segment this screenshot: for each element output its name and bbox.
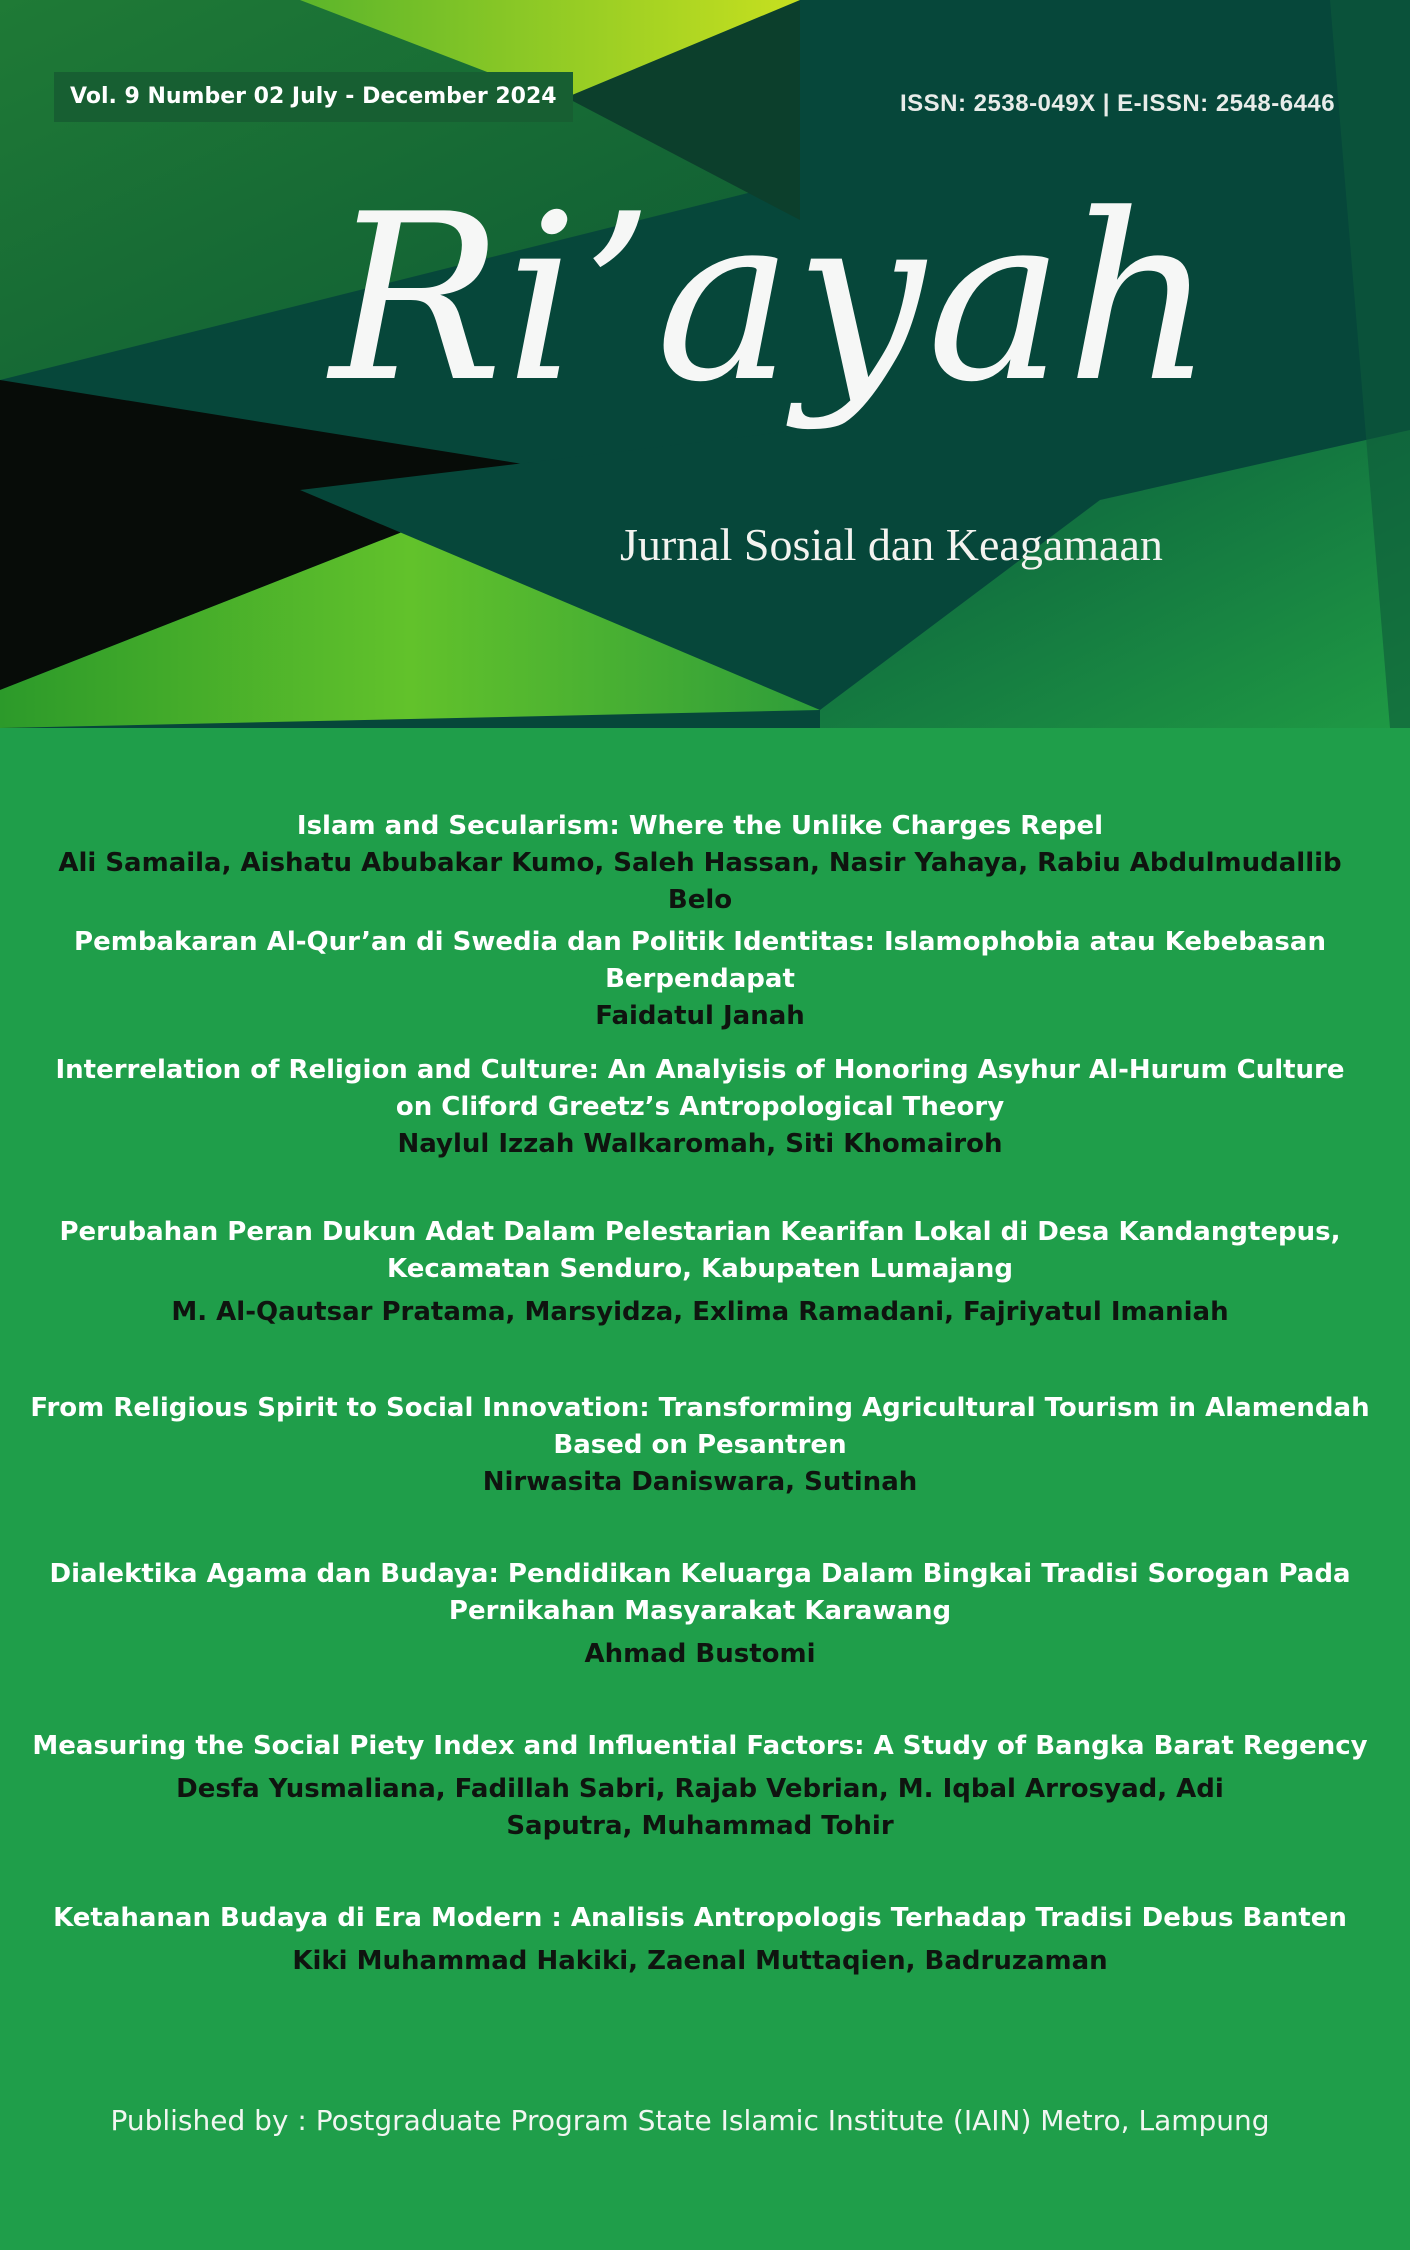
- issn-label: ISSN: 2538-049X | E-ISSN: 2548-6446: [900, 90, 1336, 117]
- article-authors-line-2: Saputra, Muhammad Tohir: [506, 1811, 894, 1841]
- journal-subtitle: Jurnal Sosial dan Keagamaan: [620, 519, 1163, 570]
- article-4[interactable]: [30, 1214, 1370, 1331]
- article-title-line-2: Pernikahan Masyarakat Karawang: [448, 1596, 952, 1626]
- article-authors: Faidatul Janah: [595, 1001, 805, 1031]
- article-authors: Desfa Yusmaliana, Fadillah Sabri, Rajab Vebrian, M. Iqbal Arrosyad, Adi: [176, 1774, 1224, 1804]
- article-title: Interrelation of Religion and Culture: An Analyisis of Honoring Asyhur Al-Hurum Culture: [55, 1055, 1345, 1085]
- article-title: Islam and Secularism: Where the Unlike Charges Repel: [296, 811, 1104, 841]
- article-authors: Kiki Muhammad Hakiki, Zaenal Muttaqien, Badruzaman: [292, 1946, 1108, 1976]
- article-title: Dialektika Agama dan Budaya: Pendidikan Keluarga Dalam Bingkai Tradisi Sorogan Pada: [49, 1559, 1351, 1589]
- article-2[interactable]: [30, 924, 1370, 1035]
- article-title-line-2: Based on Pesantren: [553, 1430, 847, 1460]
- article-8[interactable]: [30, 1900, 1370, 1980]
- article-1[interactable]: [30, 808, 1370, 919]
- journal-title: Ri’ayah: [330, 166, 1217, 433]
- article-title: From Religious Spirit to Social Innovation: Transforming Agricultural Tourism in Alamendah: [30, 1393, 1370, 1423]
- article-3[interactable]: [30, 1052, 1370, 1163]
- article-title: Measuring the Social Piety Index and Influential Factors: A Study of Bangka Barat Regency: [32, 1731, 1368, 1761]
- issue-badge: Vol. 9 Number 02 July - December 2024: [54, 72, 573, 122]
- article-title: Pembakaran Al-Qur’an di Swedia dan Politik Identitas: Islamophobia atau Kebebasan Berpendapat: [74, 927, 1326, 994]
- cover-banner: [0, 0, 1410, 728]
- article-title: Perubahan Peran Dukun Adat Dalam Pelestarian Kearifan Lokal di Desa Kandangtepus,: [59, 1217, 1341, 1247]
- article-authors: Ahmad Bustomi: [584, 1639, 816, 1669]
- article-title-line-2: Kecamatan Senduro, Kabupaten Lumajang: [387, 1254, 1013, 1284]
- article-5[interactable]: [30, 1390, 1370, 1501]
- article-authors: M. Al-Qautsar Pratama, Marsyidza, Exlima Ramadani, Fajriyatul Imaniah: [171, 1297, 1229, 1327]
- article-authors: Ali Samaila, Aishatu Abubakar Kumo, Saleh Hassan, Nasir Yahaya, Rabiu Abdulmudallib Belo: [58, 848, 1342, 915]
- article-authors: Naylul Izzah Walkaromah, Siti Khomairoh: [397, 1129, 1003, 1159]
- article-7[interactable]: [30, 1728, 1370, 1845]
- publisher-line: Published by : Postgraduate Program State Islamic Institute (IAIN) Metro, Lampung: [110, 2104, 1270, 2137]
- article-title-line-2: on Cliford Greetz’s Antropological Theory: [395, 1092, 1005, 1122]
- article-6[interactable]: [30, 1556, 1370, 1673]
- article-title: Ketahanan Budaya di Era Modern : Analisis Antropologis Terhadap Tradisi Debus Banten: [53, 1903, 1347, 1933]
- article-authors: Nirwasita Daniswara, Sutinah: [482, 1467, 918, 1497]
